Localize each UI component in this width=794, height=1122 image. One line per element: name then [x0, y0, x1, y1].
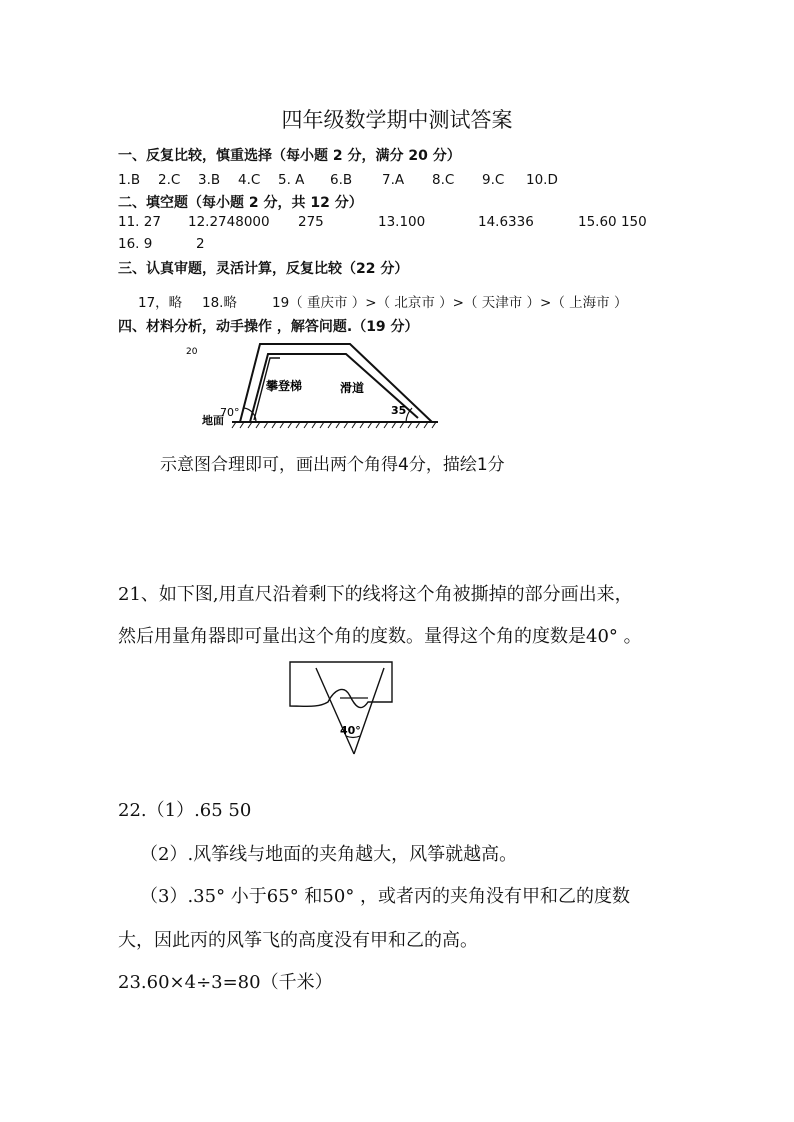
section-2-row-2	[118, 236, 205, 252]
answer-12b: 275	[298, 214, 324, 230]
page-title: 四年级数学期中测试答案	[281, 108, 513, 132]
answer-6: 6.B	[330, 172, 353, 188]
angle-35-label: 35	[391, 404, 407, 417]
slide-diagram	[180, 338, 440, 434]
q21-line-2: 然后用量角器即可量出这个角的度数。量得这个角的度数是40° 。	[118, 626, 642, 647]
q20-number: 20	[186, 347, 198, 357]
q22-part-3: （3）.35° 小于65° 和50° ，或者丙的夹角没有甲和乙的度数	[140, 886, 631, 907]
answer-2: 2.C	[158, 172, 181, 188]
answer-18: 18.略	[202, 295, 237, 311]
section-1-answers	[118, 172, 558, 188]
q23-answer: 23.60×4÷3=80（千米）	[118, 972, 333, 993]
answer-8: 8.C	[432, 172, 455, 188]
ladder-label: 攀登梯	[266, 379, 303, 393]
answer-11: 11. 27	[118, 214, 161, 230]
section-4-heading: 四、材料分析，动手操作 ，解答问题.（19 分）	[118, 319, 419, 335]
answer-9: 9.C	[482, 172, 505, 188]
answer-17: 17，略	[138, 295, 183, 311]
angle-40-label: 40°	[340, 724, 361, 737]
angle-ray-right	[354, 668, 384, 754]
section-1-heading: 一、反复比较，慎重选择（每小题 2 分，满分 20 分）	[118, 148, 461, 164]
q20-note: 示意图合理即可，画出两个角得4分，描绘1分	[160, 455, 505, 475]
q22-part-1: 22.（1）.65 50	[118, 800, 252, 821]
q21-line-1: 21、如下图,用直尺沿着剩下的线将这个角被撕掉的部分画出来，	[118, 584, 633, 605]
answer-16: 16. 9	[118, 236, 153, 252]
section-3-answers	[138, 291, 627, 311]
section-2-row-1	[118, 214, 647, 230]
slide-label: 滑道	[340, 381, 365, 395]
answer-4: 4.C	[238, 172, 261, 188]
answer-1: 1.B	[118, 172, 141, 188]
torn-angle-diagram	[288, 658, 400, 758]
answer-5: 5. A	[278, 172, 305, 188]
answer-13: 13.100	[378, 214, 426, 230]
answer-16b: 2	[196, 236, 205, 252]
answer-12: 12.2748000	[188, 214, 270, 230]
angle-ray-left	[316, 668, 354, 754]
section-2-heading: 二、填空题（每小题 2 分，共 12 分）	[118, 195, 363, 211]
answer-14: 14.6336	[478, 214, 534, 230]
answer-7: 7.A	[382, 172, 405, 188]
q22-part-2: （2）.风筝线与地面的夹角越大，风筝就越高。	[140, 844, 518, 865]
answer-15: 15.60 150	[578, 214, 647, 230]
angle-70-label: 70°	[220, 406, 240, 419]
q22-part-4: 大，因此丙的风筝飞的高度没有甲和乙的高。	[118, 930, 478, 951]
answer-19: 19（ 重庆市 ）>（ 北京市 ）>（ 天津市 ）>（ 上海市 ）	[272, 295, 628, 311]
ground-label: 地面	[202, 414, 224, 427]
answer-3: 3.B	[198, 172, 221, 188]
torn-paper-outline	[290, 662, 392, 708]
answer-10: 10.D	[526, 172, 558, 188]
section-3-heading: 三、认真审题，灵活计算，反复比较（22 分）	[118, 261, 409, 277]
